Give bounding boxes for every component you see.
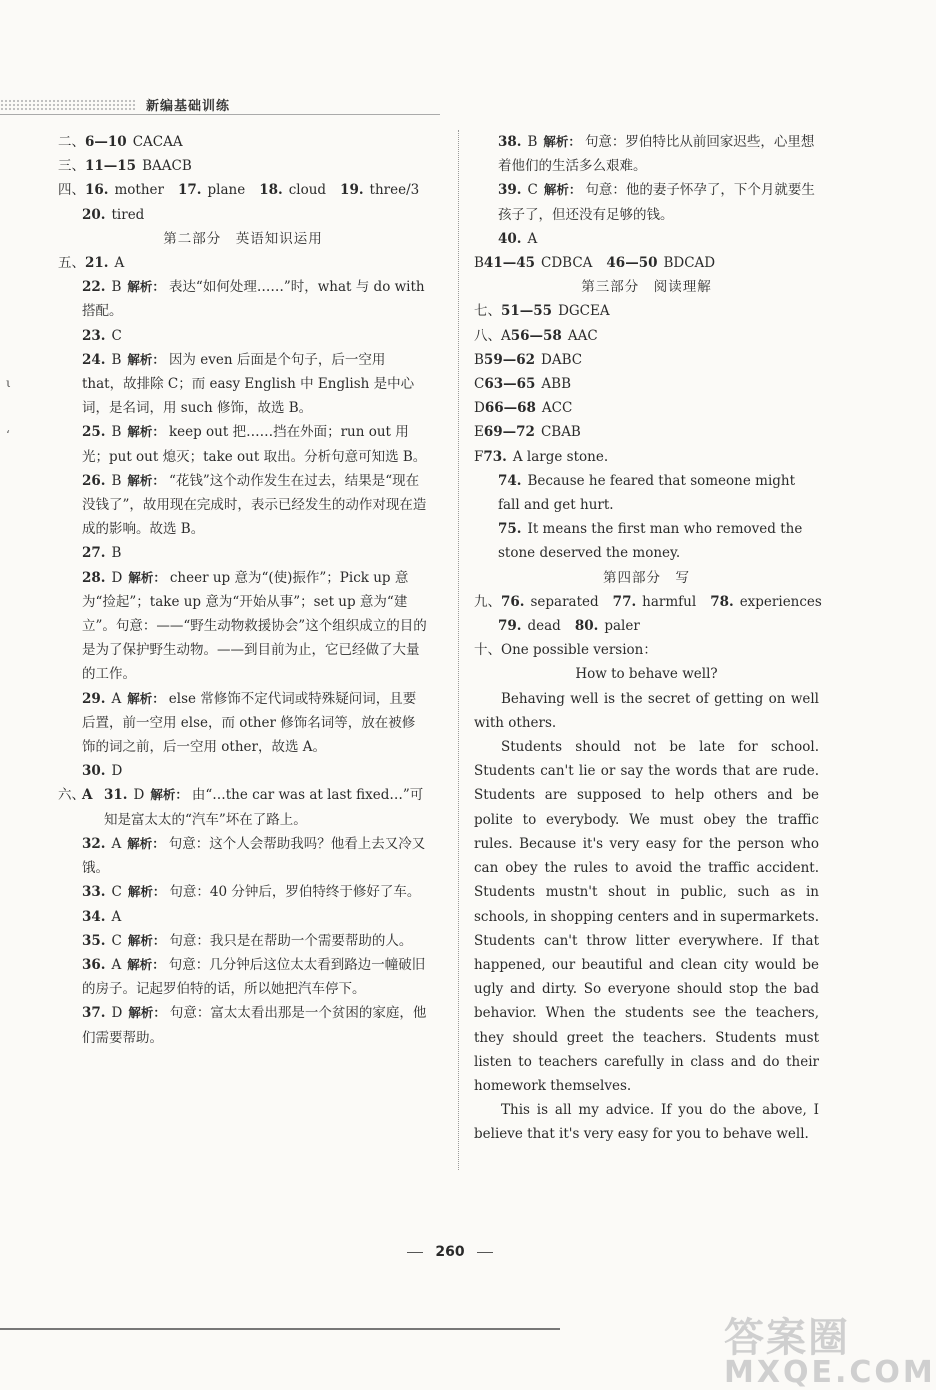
item-head — [474, 469, 498, 517]
answer-text: A large stone. — [512, 448, 609, 465]
answer-item — [58, 832, 428, 880]
question-number: 6—10 — [85, 134, 127, 150]
answer-letter: C — [111, 327, 122, 344]
question-number: 16. — [85, 182, 109, 199]
explanation-text: 句意：几分钟后这位太太看到路边一幢破旧的房子。记起罗伯特的话，所以她把汽车停下。 — [82, 956, 426, 998]
question-number: 26. — [82, 472, 106, 489]
answer-letter: A — [527, 230, 538, 247]
answer-letter: C — [527, 182, 538, 199]
header-dot-pattern — [0, 99, 135, 111]
answer-item — [58, 566, 428, 687]
answer-letter: A — [111, 690, 122, 707]
item-body — [82, 929, 428, 953]
answer-item — [58, 759, 428, 783]
watermark-url: MXQE.COM — [724, 1355, 936, 1390]
explanation-text: 句意：他的妻子怀孕了，下个月就要生孩子了，但还没有足够的钱。 — [498, 182, 815, 223]
margin-mark: ʻ — [6, 428, 10, 442]
analysis-label: 解析： — [127, 932, 166, 948]
explanation-text: Because he feared that someone might fall and get hurt. — [498, 472, 796, 514]
indent — [58, 203, 82, 227]
passage-letter: A — [82, 787, 93, 804]
answer-text: ACC — [541, 400, 573, 417]
analysis-label: 解析： — [127, 690, 165, 706]
item-body — [82, 541, 428, 565]
analysis-label: 解析： — [127, 351, 165, 367]
essay-paragraph: Students should not be late for school. Students can't lie or say the words that are rude. Students are supposed to help others and be polite to everybody. We must obey the traffic rules. Because it's very easy for the person who can obey the rules to avoid the traffic accident. Students mustn't shout in public, such as in schools, in shopping centers and in supermarkets. Students can't throw litter everywhere. If that happened, our beautiful and clean city would be ugly and dirty. So everyone should stop the bad behavior. When the students see the teachers, they should greet the teachers. Students must listen to teachers carefully in class and do their homework themselves. — [474, 739, 819, 1094]
answer-item — [58, 275, 428, 323]
question-number: 20. — [82, 206, 106, 223]
section-label: 二、 — [58, 134, 85, 150]
answer-group — [259, 178, 326, 202]
section-label: B — [474, 255, 484, 272]
question-number: 76. — [501, 593, 525, 610]
answer-letter: B — [111, 424, 122, 441]
item-body — [82, 880, 428, 904]
item-head — [58, 469, 82, 542]
answer-text: mother — [114, 182, 164, 199]
item-body — [498, 178, 819, 226]
item-head — [474, 517, 498, 565]
answer-text: paler — [604, 618, 640, 635]
margin-mark: ι — [6, 376, 11, 390]
answer-text: separated — [530, 593, 599, 610]
section-label: 三、 — [58, 158, 85, 175]
answer-group — [710, 590, 822, 614]
answer-group — [575, 614, 640, 638]
analysis-label: 解析： — [127, 835, 165, 851]
item-head — [58, 687, 82, 760]
answer-letter: D — [133, 787, 145, 804]
item-body — [104, 783, 428, 831]
item-head — [474, 178, 498, 226]
item-body — [82, 832, 428, 880]
answer-letter: B — [111, 279, 122, 296]
answer-text: BAACB — [142, 158, 192, 175]
answer-text: DGCEA — [558, 303, 610, 320]
question-number: 79. — [498, 618, 522, 635]
question-number: 38. — [498, 134, 522, 150]
explanation-text: 表达“如何处理……”时，what 与 do with 搭配。 — [82, 279, 425, 320]
section-label: 四、 — [58, 182, 85, 199]
answer-group — [178, 178, 245, 202]
analysis-label: 解析： — [127, 279, 165, 295]
explanation-text: 因为 even 后面是个句子，后一空用 that，故排除 C；而 easy English 中 English 是中心词，是名词，用 such 修饰，故选 B。 — [82, 351, 415, 417]
answer-item — [58, 905, 428, 929]
essay-title: How to behave well? — [575, 666, 718, 683]
item-body — [498, 227, 819, 251]
answer-item — [58, 541, 428, 565]
answer-item — [58, 324, 428, 348]
item-body — [498, 469, 819, 517]
answer-group — [613, 590, 697, 614]
analysis-label: 解析： — [127, 472, 165, 488]
section-label: 九、 — [474, 593, 501, 610]
answer-text: BDCAD — [663, 255, 716, 272]
answer-item — [58, 420, 428, 468]
section-label: B — [474, 351, 484, 368]
analysis-label: 解析： — [543, 182, 582, 198]
question-number: 77. — [612, 593, 637, 610]
explanation-text: It means the first man who removed the stone deserved the money. — [498, 521, 803, 562]
item-head — [58, 880, 82, 904]
page-header — [0, 93, 440, 117]
item-body — [82, 759, 428, 783]
question-number: 35. — [82, 932, 106, 949]
item-body — [82, 566, 428, 687]
section-label: D — [474, 400, 485, 417]
answer-letter: C — [111, 884, 122, 901]
answer-letter: B — [111, 472, 122, 489]
item-head — [58, 275, 82, 323]
answer-text: harmful — [642, 593, 697, 610]
answer-text: CACAA — [132, 134, 183, 150]
question-number: 32. — [82, 835, 106, 852]
question-number: 24. — [82, 351, 106, 368]
answer-row — [474, 299, 819, 323]
question-number: 51—55 — [501, 303, 553, 320]
question-number: 41—45 — [483, 255, 535, 272]
answer-text: CBAB — [540, 424, 581, 441]
answer-row — [58, 203, 428, 227]
answer-item — [58, 953, 428, 1001]
question-number: 80. — [574, 618, 599, 635]
answer-row — [474, 251, 819, 275]
watermark-logo-text: 答案圈 — [724, 1315, 850, 1361]
item-head — [58, 348, 82, 421]
item-head — [58, 832, 82, 880]
item-body — [82, 1001, 428, 1049]
section-label: 六、 — [58, 787, 85, 804]
answer-letter: D — [111, 1005, 123, 1022]
answer-row — [58, 130, 428, 154]
item-body — [82, 687, 428, 760]
question-number: 63—65 — [484, 376, 536, 393]
item-head — [58, 324, 82, 348]
explanation-text: 由“…the car was at last fixed…”可知是富太太的“汽车”坏在了路上。 — [104, 787, 424, 828]
item-head — [58, 1001, 82, 1049]
answer-item — [58, 348, 428, 421]
answer-item — [474, 469, 819, 517]
section-label: 八、A — [474, 327, 511, 344]
section-label: 五、 — [58, 255, 85, 272]
part-heading: 第三部分 阅读理解 — [581, 279, 712, 296]
answer-item — [474, 517, 819, 565]
answer-row — [58, 178, 428, 202]
answer-row — [474, 445, 819, 469]
indent — [474, 614, 498, 638]
item-head — [58, 420, 82, 468]
answer-group — [606, 251, 715, 275]
answer-text: tired — [111, 206, 145, 223]
answer-text: three/3 — [369, 182, 420, 199]
left-column — [58, 130, 428, 1050]
question-number: 29. — [82, 690, 106, 707]
footer-dash — [477, 1252, 493, 1253]
item-body — [82, 420, 428, 468]
essay-paragraph: Behaving well is the secret of getting on well with others. — [474, 690, 819, 731]
question-number: 69—72 — [483, 424, 535, 441]
answer-item — [474, 227, 819, 251]
answer-letter: A — [111, 835, 122, 852]
answer-row — [474, 614, 819, 638]
item-body — [82, 469, 428, 542]
question-number: 23. — [82, 327, 106, 344]
explanation-text: else 常修饰不定代词或特殊疑问词，且要后置，前一空用 else，而 other 修饰名词等，放在被修饰的词之前，后一空用 other，故选 A。 — [82, 690, 417, 756]
analysis-label: 解析： — [543, 134, 581, 149]
analysis-label: 解析： — [127, 424, 165, 440]
answer-row — [58, 251, 428, 275]
answer-item — [58, 1001, 428, 1049]
item-head — [58, 783, 104, 831]
answer-text: plane — [207, 182, 246, 199]
question-number: 36. — [82, 956, 106, 973]
header-rule — [0, 114, 440, 115]
part-heading: 第四部分 写 — [603, 569, 690, 586]
answer-row — [474, 420, 819, 444]
watermark — [724, 1306, 936, 1390]
question-number: 31. — [104, 787, 128, 804]
question-number: 59—62 — [483, 351, 535, 368]
section-label: 七、 — [474, 303, 501, 320]
question-number: 21. — [85, 255, 109, 272]
question-number: 25. — [82, 424, 106, 441]
question-number: 27. — [82, 545, 106, 562]
book-title: 新编基础训练 — [146, 99, 231, 114]
question-number: 28. — [82, 569, 106, 586]
page-footer — [0, 1244, 900, 1260]
question-number: 34. — [82, 908, 106, 925]
answer-text: dead — [527, 618, 561, 635]
item-head — [58, 759, 82, 783]
item-head — [58, 929, 82, 953]
answer-item — [474, 130, 819, 178]
answer-letter: A — [111, 908, 122, 925]
answer-text: cloud — [288, 182, 327, 199]
answer-text: AAC — [567, 327, 598, 344]
section-label: F — [474, 448, 484, 465]
question-number: 19. — [340, 182, 364, 199]
question-number: 78. — [710, 593, 734, 610]
bottom-rule — [0, 1328, 560, 1330]
item-head — [58, 953, 82, 1001]
question-number: 75. — [498, 521, 522, 538]
answer-letter: B — [111, 351, 122, 368]
explanation-text: cheer up 意为“(使)振作”；Pick up 意为“捡起”；take up 意为“开始从事”；set up 意为“建立”。句意：——“野生动物救援协会”这个组织成立的目的是为了保护野生动物。——到目前为止，它已经做了大量的工作。 — [82, 569, 427, 683]
answer-item — [58, 687, 428, 760]
footer-dash — [407, 1252, 423, 1253]
analysis-label: 解析： — [150, 787, 188, 803]
answer-item — [58, 783, 428, 831]
explanation-text: “花钱”这个动作发生在过去，结果是“现在没钱了”，故用现在完成时，表示已经发生的动作对现在造成的影响。故选 B。 — [82, 472, 427, 538]
question-number: 66—68 — [484, 400, 536, 417]
item-body — [82, 905, 428, 929]
answer-letter: B — [111, 545, 122, 562]
answer-group — [340, 178, 419, 202]
answer-item — [58, 469, 428, 542]
answer-row — [474, 324, 819, 348]
item-head — [58, 905, 82, 929]
question-number: 40. — [498, 230, 522, 247]
answer-text: A — [114, 255, 125, 272]
question-number: 17. — [178, 182, 202, 199]
item-body — [82, 348, 428, 421]
analysis-label: 解析： — [127, 956, 165, 972]
question-number: 39. — [498, 182, 522, 199]
analysis-label: 解析： — [128, 1005, 166, 1021]
question-number: 46—50 — [606, 255, 658, 272]
question-number: 33. — [82, 884, 106, 901]
question-number: 30. — [82, 763, 106, 780]
explanation-text: 句意：40 分钟后，罗伯特终于修好了车。 — [169, 884, 421, 901]
item-head — [474, 227, 498, 251]
item-body — [498, 517, 819, 565]
item-body — [82, 953, 428, 1001]
explanation-text: 句意：这个人会帮助我吗？他看上去又冷又饿。 — [82, 835, 426, 877]
page-number: 260 — [435, 1244, 465, 1260]
answer-row — [58, 154, 428, 178]
right-column — [474, 130, 822, 1147]
answer-text: CDBCA — [541, 255, 593, 272]
item-body — [82, 324, 428, 348]
answer-letter: A — [111, 956, 122, 973]
explanation-text: 句意：富太太看出那是一个贫困的家庭，他们需要帮助。 — [82, 1005, 427, 1046]
explanation-text: 句意：罗伯特比从前回家迟些，心里想着他们的生活多么艰难。 — [498, 134, 815, 175]
answer-item — [474, 178, 819, 226]
essay-paragraph: This is all my advice. If you do the above, I believe that it's very easy for you to behave well. — [474, 1102, 819, 1143]
section-intro: 十、One possible version： — [474, 642, 657, 659]
answer-text: DABC — [541, 351, 583, 368]
answer-text: experiences — [739, 593, 822, 610]
explanation-text: keep out 把……挡在外面；run out 用光；put out 熄灭；take out 取出。分析句意可知选 B。 — [82, 424, 427, 465]
question-number: 74. — [498, 472, 522, 489]
section-label: E — [474, 424, 484, 441]
question-number: 73. — [483, 448, 507, 465]
item-head — [474, 130, 498, 178]
explanation-text: 句意：我只是在帮助一个需要帮助的人。 — [169, 932, 413, 949]
question-number: 37. — [82, 1005, 106, 1022]
answer-row — [474, 372, 819, 396]
item-head — [58, 566, 82, 687]
answer-letter: B — [527, 134, 538, 150]
answer-letter: D — [111, 569, 123, 586]
analysis-label: 解析： — [128, 569, 166, 585]
answer-row — [474, 590, 822, 614]
answer-text: ABB — [541, 376, 572, 393]
answer-item — [58, 929, 428, 953]
column-divider — [458, 130, 459, 1170]
analysis-label: 解析： — [127, 884, 166, 900]
question-number: 22. — [82, 279, 106, 296]
part-heading: 第二部分 英语知识运用 — [163, 230, 323, 247]
item-head — [58, 541, 82, 565]
answer-letter: C — [111, 932, 122, 949]
question-number: 56—58 — [510, 327, 562, 344]
answer-row — [474, 348, 819, 372]
answer-item — [58, 880, 428, 904]
item-body — [498, 130, 819, 178]
item-body — [82, 275, 428, 323]
answer-letter: D — [111, 763, 123, 780]
question-number: 18. — [259, 182, 283, 199]
section-label: C — [474, 376, 485, 393]
answer-row — [474, 396, 819, 420]
question-number: 11—15 — [85, 158, 137, 175]
